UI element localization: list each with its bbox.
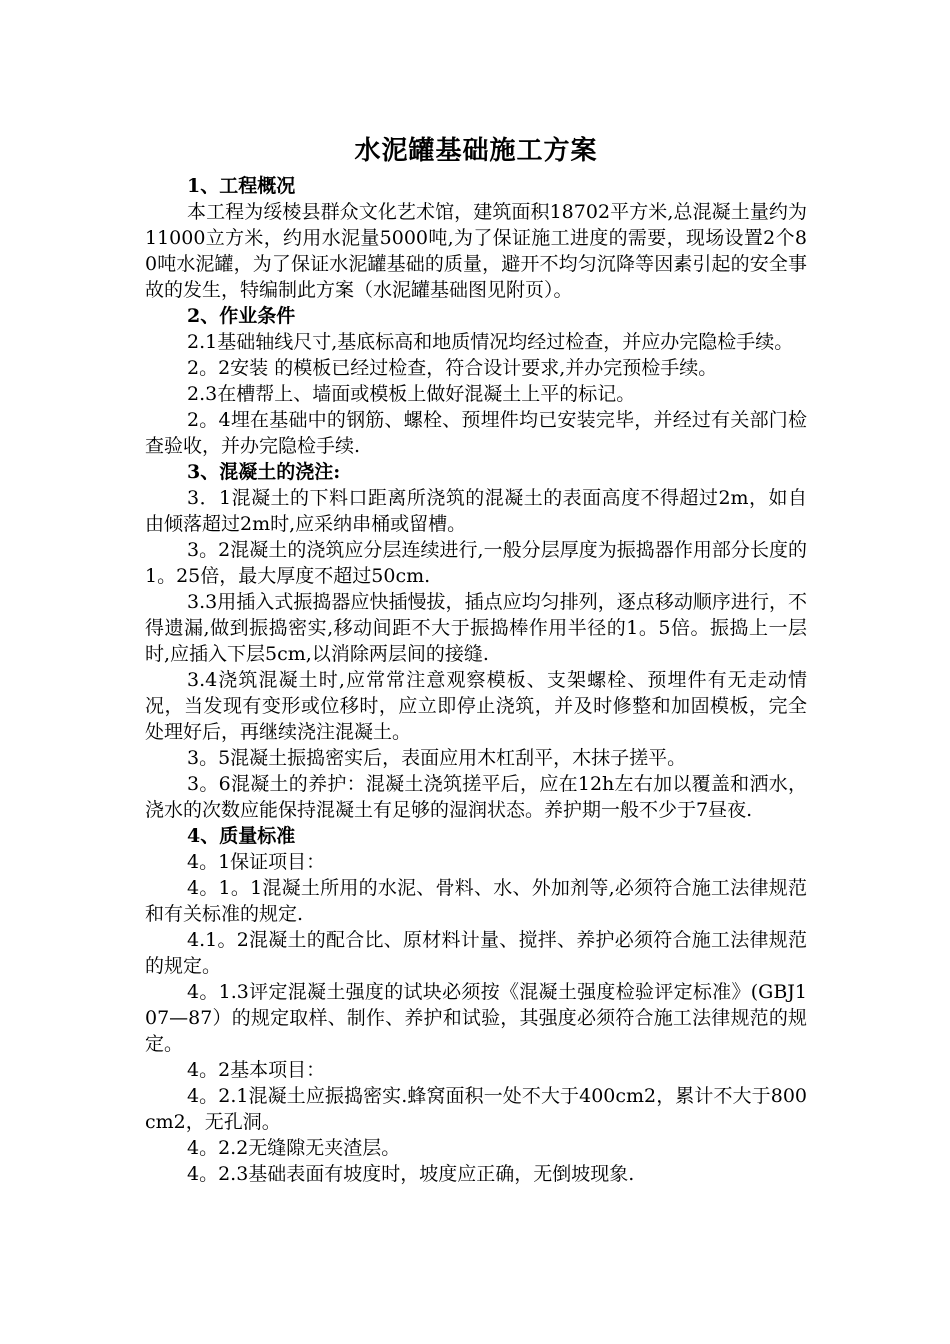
paragraph: 4。2.3基础表面有坡度时，坡度应正确，无倒坡现象. [187,1163,635,1185]
section-heading: 4、质量标准 [187,825,296,847]
paragraph: 4。1保证项目： [187,851,326,873]
paragraph: 4。2基本项目： [187,1059,326,1081]
section-quality-standard [145,823,807,1187]
section-work-conditions [145,303,807,459]
paragraph: 2。2安装 的模板已经过检查，符合设计要求,并办完预检手续。 [187,357,718,379]
section-heading: 1、工程概况 [187,175,296,197]
paragraph: 4.1。2混凝土的配合比、原材料计量、搅拌、养护必须符合施工法律规范的规定。 [145,929,807,977]
paragraph: 2.1基础轴线尺寸,基底标高和地质情况均经过检查，并应办完隐检手续。 [187,331,794,353]
paragraph: 3。2混凝土的浇筑应分层连续进行,一般分层厚度为振捣器作用部分长度的1。25倍，最大厚度不超过50cm. [145,539,807,587]
paragraph: 4。2.1混凝土应振捣密实.蜂窝面积一处不大于400cm2，累计不大于800cm2，无孔洞。 [145,1085,807,1133]
paragraph: 4。1。1混凝土所用的水泥、骨料、水、外加剂等,必须符合施工法律规范和有关标准的规定. [145,877,807,925]
section-concrete-pouring [145,459,807,823]
section-heading: 3、混凝土的浇注: [187,461,341,483]
paragraph: 3．1混凝土的下料口距离所浇筑的混凝土的表面高度不得超过2m，如自由倾落超过2m时,应采纳串桶或留槽。 [145,487,807,535]
paragraph: 2。4埋在基础中的钢筋、螺栓、预埋件均已安装完毕，并经过有关部门检查验收，并办完隐检手续. [145,409,807,457]
paragraph: 3。5混凝土振捣密实后，表面应用木杠刮平，木抹子搓平。 [187,747,687,769]
paragraph: 本工程为绥棱县群众文化艺术馆，建筑面积18702平方米,总混凝土量约为11000立方米，约用水泥量5000吨,为了保证施工进度的需要，现场设置2个80吨水泥罐，为了保证水泥罐基础的质量，避开不均匀沉降等因素引起的安全事故的发生，特编制此方案（水泥罐基础图见附页）。 [145,201,807,301]
paragraph: 4。1.3评定混凝土强度的试块必须按《混凝土强度检验评定标准》(GBJ107—87）的规定取样、制作、养护和试验，其强度必须符合施工法律规范的规定。 [145,981,807,1055]
paragraph: 4。2.2无缝隙无夹渣层。 [187,1137,401,1159]
section-heading: 2、作业条件 [187,305,296,327]
paragraph: 3.4浇筑混凝土时,应常常注意观察模板、支架螺栓、预埋件有无走动情况，当发现有变形或位移时，应立即停止浇筑，并及时修整和加固模板，完全处理好后，再继续浇注混凝土。 [145,669,807,743]
paragraph: 3。6混凝土的养护：混凝土浇筑搓平后，应在12h左右加以覆盖和洒水，浇水的次数应能保持混凝土有足够的湿润状态。养护期一般不少于7昼夜. [145,773,807,821]
paragraph: 3.3用插入式振捣器应快插慢拔，插点应均匀排列，逐点移动顺序进行，不得遗漏,做到振捣密实,移动间距不大于振捣棒作用半径的1。5倍。振捣上一层时,应插入下层5cm,以消除两层间的接缝. [145,591,807,665]
section-overview [145,173,807,303]
document-page [145,133,807,1187]
paragraph: 2.3在槽帮上、墙面或模板上做好混凝土上平的标记。 [187,383,636,405]
document-title: 水泥罐基础施工方案 [354,136,598,166]
